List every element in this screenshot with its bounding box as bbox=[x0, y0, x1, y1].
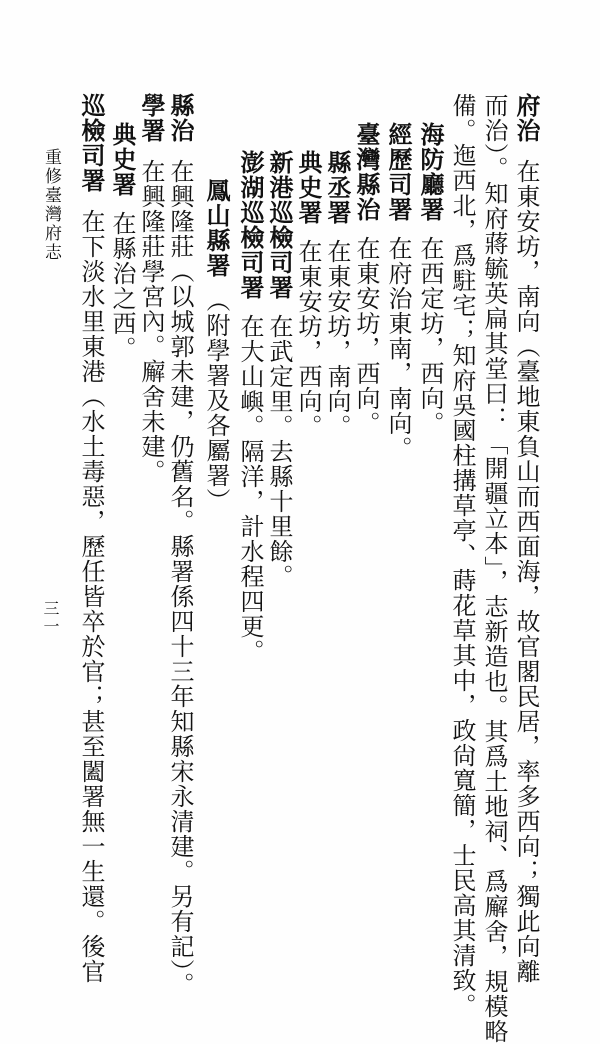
entry-text: 在興隆莊學宮內。廨舍未建。 bbox=[137, 159, 165, 484]
entry-text: 在西定坊，西向。 bbox=[416, 236, 444, 436]
entry-label: 新港巡檢司署 bbox=[265, 150, 294, 300]
text-column-2 bbox=[482, 93, 506, 1044]
text-column-1 bbox=[512, 93, 541, 984]
text-column-3 bbox=[450, 93, 474, 1018]
entry-label: 縣丞署 bbox=[323, 150, 352, 225]
entry-label: 澎湖巡檢司署 bbox=[236, 150, 265, 300]
entry-text: 在下淡水里東港（水土毒惡，歷任皆卒於官；甚至闔署無一生還。後官 bbox=[77, 209, 105, 984]
entry-label: 學署 bbox=[137, 93, 166, 143]
entry-label: 縣治 bbox=[166, 93, 195, 143]
entry-text: 在府治東南，南向。 bbox=[384, 236, 412, 461]
entry-label: 臺灣縣治 bbox=[352, 122, 381, 222]
entry-text: 備。迤西北，爲駐宅；知府吳國柱搆草亭、蒔花草其中，政尙寬簡，士民高其清致。 bbox=[448, 93, 476, 1018]
entry-label: 府治 bbox=[512, 93, 541, 143]
entry-label: 巡檢司署 bbox=[77, 93, 106, 193]
text-column-7 bbox=[323, 150, 352, 439]
book-title: 重修臺灣府志 bbox=[41, 148, 61, 262]
text-column-12 bbox=[166, 93, 195, 997]
section-note: （附學署及各屬署） bbox=[202, 288, 230, 513]
entry-text: 在東安坊，西向。 bbox=[294, 239, 322, 439]
page-number: 三一 bbox=[41, 600, 60, 636]
entry-text: 而治）。知府蔣毓英扁其堂曰：「開疆立本」，志新造也。其爲土地祠、爲廨舍，規模略 bbox=[480, 93, 508, 1044]
entry-label: 典史署 bbox=[108, 122, 137, 197]
text-column-14 bbox=[108, 122, 137, 361]
text-column-15 bbox=[77, 93, 106, 984]
text-column-6 bbox=[352, 122, 381, 436]
entry-text: 在興隆莊（以城郭未建，仍舊名。縣署係四十三年知縣宋永清建。另有記）。 bbox=[166, 159, 194, 997]
entry-text: 在東安坊，西向。 bbox=[352, 236, 380, 436]
entry-text: 在東安坊，南向。 bbox=[323, 239, 351, 439]
text-column-4 bbox=[416, 122, 445, 436]
text-column-9 bbox=[265, 150, 294, 589]
entry-text: 在縣治之西。 bbox=[108, 211, 136, 361]
entry-label: 典史署 bbox=[294, 150, 323, 225]
entry-text: 在大山嶼。隔洋，計水程四更。 bbox=[236, 314, 264, 664]
text-column-10 bbox=[236, 150, 265, 664]
text-column-13 bbox=[137, 93, 166, 484]
text-column-11 bbox=[202, 178, 231, 513]
entry-label: 經歷司署 bbox=[384, 122, 413, 222]
text-column-8 bbox=[294, 150, 323, 439]
section-heading: 鳳山縣署 bbox=[202, 178, 231, 278]
entry-text: 在武定里。去縣十里餘。 bbox=[265, 314, 293, 589]
entry-label: 海防廳署 bbox=[416, 122, 445, 222]
text-column-5 bbox=[384, 122, 413, 461]
entry-text: 在東安坊，南向（臺地東負山而西面海，故官閣民居，率多西向；獨此向離 bbox=[512, 159, 540, 984]
